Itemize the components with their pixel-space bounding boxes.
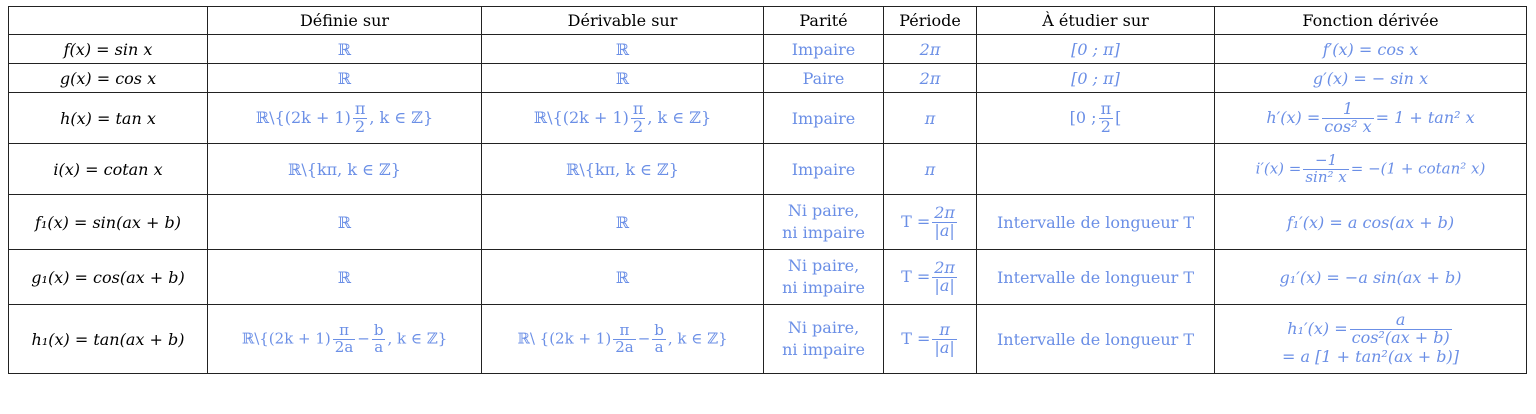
domain-cell: ℝ [208, 35, 482, 64]
table-wrapper [8, 6, 1527, 374]
derivable-suffix: , k ∈ ℤ} [647, 107, 712, 127]
derivative-cell: f′(x) = cos x [1215, 35, 1527, 64]
fraction-numerator: π [632, 98, 644, 118]
fraction-denominator: |a| [934, 220, 955, 240]
fraction-denominator: cos² x [1324, 116, 1372, 136]
fraction-numerator: π [354, 98, 366, 118]
fraction-denominator: |a| [934, 337, 955, 357]
period-cell [884, 250, 977, 305]
fraction-denominator: a [374, 337, 384, 356]
fraction-numerator: 2π [934, 257, 955, 277]
header-cell-empty [9, 7, 208, 35]
study-suffix: [ [1115, 107, 1122, 127]
derivable-mid: − [637, 329, 651, 347]
fraction-numerator: −1 [1303, 153, 1348, 170]
fraction [1303, 150, 1348, 186]
derivative-cell: g′(x) = − sin x [1215, 64, 1527, 93]
fraction-numerator: π [613, 323, 636, 340]
parity-cell [764, 305, 884, 374]
table-row [9, 250, 1527, 305]
fraction [932, 257, 957, 295]
fraction-numerator: 2π [934, 202, 955, 222]
parity-cell: Impaire [764, 35, 884, 64]
parity-line: ni impaire [782, 278, 865, 297]
function-cell: f(x) = sin x [9, 35, 208, 64]
domain-prefix: ℝ\{(2k + 1) [255, 107, 351, 127]
domain-mid: − [357, 329, 370, 347]
header-row [9, 7, 1527, 35]
fraction [372, 320, 386, 356]
domain-cell [208, 93, 482, 144]
period-prefix: T = [901, 328, 931, 348]
derivative-cell [1215, 93, 1527, 144]
derivative-prefix: h′(x) = [1266, 107, 1321, 127]
fraction [1350, 312, 1452, 347]
study-cell: Intervalle de longueur T [977, 250, 1215, 305]
table-row [9, 93, 1527, 144]
trig-functions-table [8, 6, 1527, 374]
function-cell: i(x) = cotan x [9, 144, 208, 195]
derivable-cell: ℝ [482, 64, 764, 93]
derivative-prefix: i′(x) = [1255, 159, 1302, 177]
derivative-cell [1215, 305, 1527, 374]
derivative-cell [1215, 144, 1527, 195]
fraction [1099, 98, 1114, 136]
function-cell: g₁(x) = cos(ax + b) [9, 250, 208, 305]
fraction-denominator: cos²(ax + b) [1351, 328, 1450, 347]
function-cell: g(x) = cos x [9, 64, 208, 93]
period-cell: 2π [884, 64, 977, 93]
domain-cell: ℝ\{kπ, k ∈ ℤ} [208, 144, 482, 195]
fraction-numerator: π [333, 323, 356, 340]
parity-line: Ni paire, [787, 256, 860, 276]
fraction [652, 320, 666, 356]
derivable-prefix: ℝ\ {(2k + 1) [517, 329, 612, 347]
fraction-numerator: 1 [1322, 101, 1373, 119]
domain-prefix: ℝ\{(2k + 1) [241, 329, 331, 347]
parity-line: Ni paire, [787, 201, 860, 221]
derivable-cell [482, 93, 764, 144]
period-cell [884, 195, 977, 250]
derivable-cell: ℝ [482, 195, 764, 250]
domain-cell [208, 305, 482, 374]
study-cell: [0 ; π] [977, 64, 1215, 93]
study-cell [977, 93, 1215, 144]
derivative-line [1219, 312, 1522, 347]
fraction-numerator: b [654, 320, 664, 339]
fraction [932, 319, 956, 357]
derivative-line: = a [1 + tan²(ax + b)] [1282, 346, 1459, 366]
parity-cell: Paire [764, 64, 884, 93]
header-cell-derivable-on: Dérivable sur [482, 7, 764, 35]
derivative-suffix: = −(1 + cotan² x) [1350, 159, 1486, 177]
derivable-cell [482, 305, 764, 374]
parity-cell: Impaire [764, 144, 884, 195]
fraction [1322, 98, 1373, 136]
domain-cell: ℝ [208, 195, 482, 250]
fraction [353, 98, 368, 136]
header-cell-defined-on: Définie sur [208, 7, 482, 35]
study-prefix: [0 ; [1069, 107, 1097, 127]
domain-suffix: , k ∈ ℤ} [387, 329, 448, 347]
fraction-denominator: |a| [934, 275, 955, 295]
fraction-denominator: 2 [355, 116, 366, 136]
fraction-numerator: π [932, 322, 956, 340]
header-cell-period: Période [884, 7, 977, 35]
parity-cell [764, 250, 884, 305]
table-row [9, 64, 1527, 93]
derivative-prefix: h₁′(x) = [1287, 319, 1348, 338]
derivative-cell: f₁′(x) = a cos(ax + b) [1215, 195, 1527, 250]
domain-cell: ℝ [208, 64, 482, 93]
derivable-cell: ℝ [482, 35, 764, 64]
study-cell: Intervalle de longueur T [977, 195, 1215, 250]
derivative-cell: g₁′(x) = −a sin(ax + b) [1215, 250, 1527, 305]
derivable-prefix: ℝ\{(2k + 1) [533, 107, 629, 127]
domain-cell: ℝ [208, 250, 482, 305]
parity-cell: Impaire [764, 93, 884, 144]
fraction-numerator: b [373, 320, 384, 339]
parity-line: ni impaire [782, 223, 865, 242]
parity-line: Ni paire, [787, 318, 860, 338]
fraction-denominator: sin² x [1305, 167, 1347, 186]
header-cell-parity: Parité [764, 7, 884, 35]
fraction-denominator: 2 [1100, 116, 1111, 136]
study-cell: [0 ; π] [977, 35, 1215, 64]
domain-suffix: , k ∈ ℤ} [369, 107, 434, 127]
table-row [9, 144, 1527, 195]
fraction [333, 320, 356, 356]
fraction-denominator: 2a [334, 337, 354, 356]
derivative-suffix: = 1 + tan² x [1375, 107, 1475, 127]
function-cell: h(x) = tan x [9, 93, 208, 144]
table-row [9, 195, 1527, 250]
function-cell: f₁(x) = sin(ax + b) [9, 195, 208, 250]
period-cell [884, 305, 977, 374]
period-cell: π [884, 144, 977, 195]
derivable-suffix: , k ∈ ℤ} [667, 329, 728, 347]
period-prefix: T = [901, 266, 931, 286]
function-cell: h₁(x) = tan(ax + b) [9, 305, 208, 374]
study-cell: Intervalle de longueur T [977, 305, 1215, 374]
table-row [9, 305, 1527, 374]
header-cell-study-on: À étudier sur [977, 7, 1215, 35]
study-cell [977, 144, 1215, 195]
fraction [631, 98, 646, 136]
derivable-cell: ℝ [482, 250, 764, 305]
fraction-denominator: 2a [615, 337, 634, 356]
header-cell-derivative: Fonction dérivée [1215, 7, 1527, 35]
fraction [932, 202, 957, 240]
fraction-numerator: π [1100, 98, 1112, 118]
fraction [613, 320, 636, 356]
derivable-cell: ℝ\{kπ, k ∈ ℤ} [482, 144, 764, 195]
parity-cell [764, 195, 884, 250]
fraction-denominator: a [654, 337, 664, 356]
period-prefix: T = [901, 211, 931, 231]
table-row [9, 35, 1527, 64]
parity-line: ni impaire [782, 340, 865, 359]
period-cell: 2π [884, 35, 977, 64]
period-cell: π [884, 93, 977, 144]
fraction-numerator: a [1350, 312, 1452, 330]
fraction-denominator: 2 [633, 116, 644, 136]
